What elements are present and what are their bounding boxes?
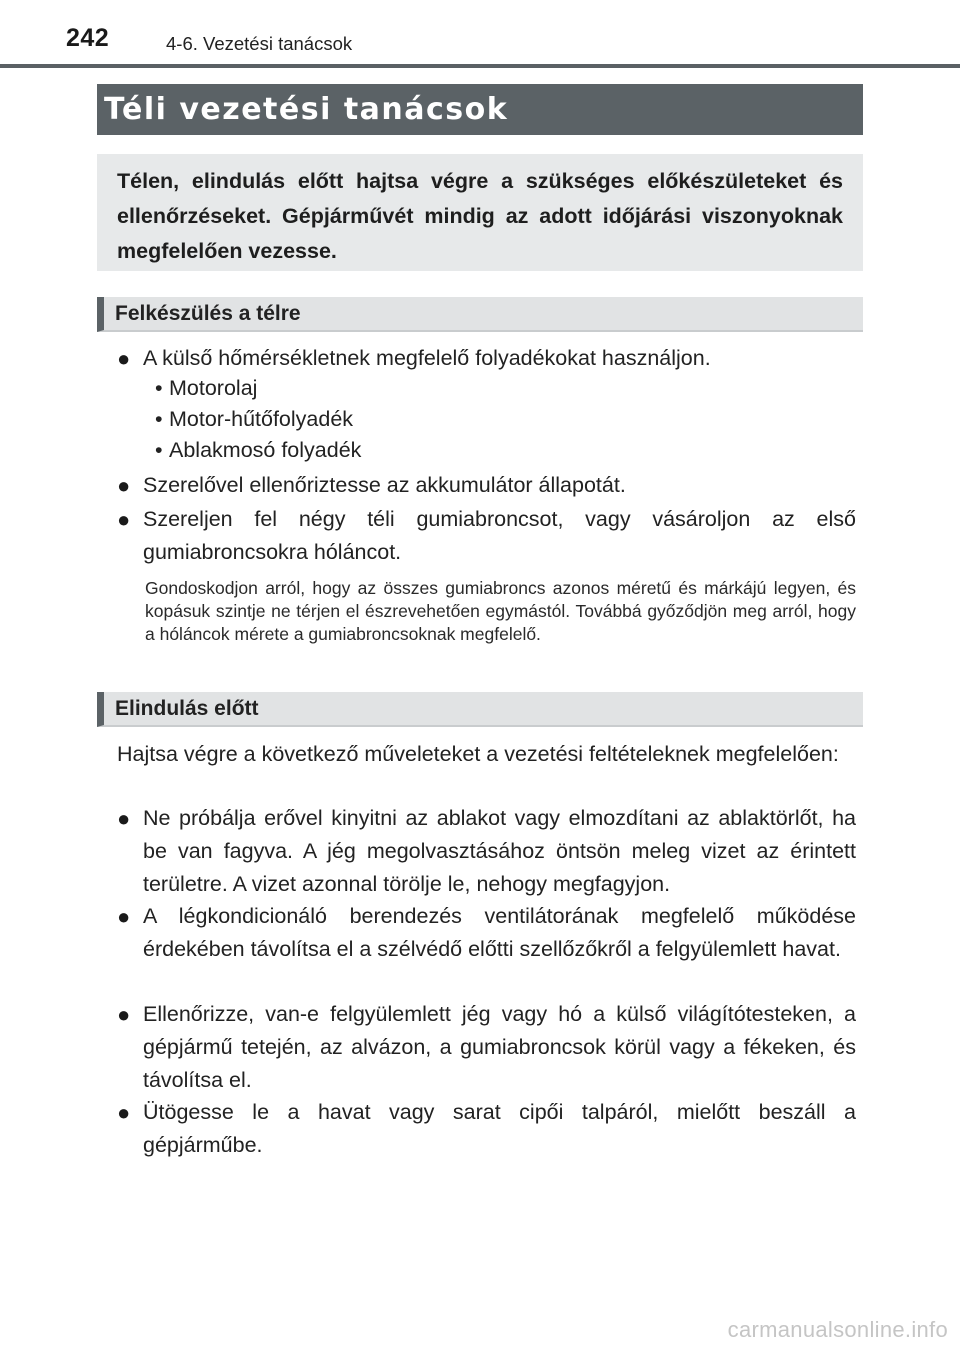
header-rule (0, 64, 960, 68)
bullet-icon: ● (117, 1002, 131, 1027)
bullet-icon: ● (117, 507, 131, 532)
sub-list-item (155, 403, 353, 436)
list-item-text: Ellenőrizze, van-e felgyülemlett jég vagy hó a külső világítótesteken, a gépjármű tetején, az alvázon, a gumiabroncsok körül vagy a fékeken, és távolítsa el. (143, 1002, 856, 1092)
sub-bullet-icon: • (155, 376, 163, 400)
list-item-text: Ne próbálja erővel kinyitni az ablakot vagy elmozdítani az ablaktörlőt, ha be van fagyva. A jég megolvasztásához öntsön meleg vizet az érintett területre. A vizet azonnal törölje le, nehogy megfagyjon. (143, 806, 856, 896)
intro-text: Télen, elindulás előtt hajtsa végre a szükséges előkészületeket és ellenőrzéseket. Gépjárművét mindig az adott időjárási viszonyoknak megfelelően vezesse. (117, 169, 843, 263)
watermark: carmanualsonline.info (727, 1317, 948, 1342)
subheading-preparation: Felkészülés a télre (97, 297, 863, 332)
section-label: 4-6. Vezetési tanácsok (166, 33, 353, 54)
list-item (117, 900, 856, 966)
sub-list-item-text: Motor-hűtőfolyadék (169, 407, 354, 431)
list-item-text: Szerelővel ellenőriztesse az akkumulátor állapotát. (143, 473, 626, 497)
bullet-icon: ● (117, 473, 131, 498)
sub-list-item (155, 434, 361, 467)
sub-list-item (155, 372, 257, 405)
note-text: Gondoskodjon arról, hogy az összes gumiabroncs azonos méretű és márkájú legyen, és kopásuk szintje ne térjen el észrevehetően egymástól. Továbbá győződjön meg arról, hogy a hóláncok mérete a gumiabroncsoknak megfelelő. (145, 578, 856, 644)
sub-bullet-icon: • (155, 407, 163, 431)
list-item (117, 469, 856, 502)
subheading-before-driving: Elindulás előtt (97, 692, 863, 727)
page-title: Téli vezetési tanácsok (97, 84, 863, 135)
list-item (117, 503, 856, 569)
bullet-icon: ● (117, 904, 131, 929)
list-item (117, 342, 856, 375)
list-item (117, 802, 856, 901)
list-item-text: Szereljen fel négy téli gumiabroncsot, vagy vásároljon az első gumiabroncsokra hóláncot. (143, 507, 856, 564)
sub-list-item-text: Motorolaj (169, 376, 258, 400)
list-item (117, 998, 856, 1097)
list-item-text: A légkondicionáló berendezés ventilátorának megfelelő működése érdekében távolítsa el a szélvédő előtti szellőzőkről a felgyülemlett havat. (143, 904, 856, 961)
bullet-icon: ● (117, 806, 131, 831)
list-item-text: A külső hőmérsékletnek megfelelő folyadékokat használjon. (143, 346, 711, 370)
intro-box (97, 154, 863, 271)
sub-list-item-text: Ablakmosó folyadék (169, 438, 362, 462)
page-number: 242 (66, 24, 110, 52)
sub-bullet-icon: • (155, 438, 163, 462)
bullet-icon: ● (117, 346, 131, 371)
list-item (117, 1096, 856, 1162)
section-intro-text: Hajtsa végre a következő műveleteket a vezetési feltételeknek megfelelően: (117, 742, 839, 766)
list-item-text: Ütögesse le a havat vagy sarat cipői talpáról, mielőtt beszáll a gépjárműbe. (143, 1100, 856, 1157)
bullet-icon: ● (117, 1100, 131, 1125)
